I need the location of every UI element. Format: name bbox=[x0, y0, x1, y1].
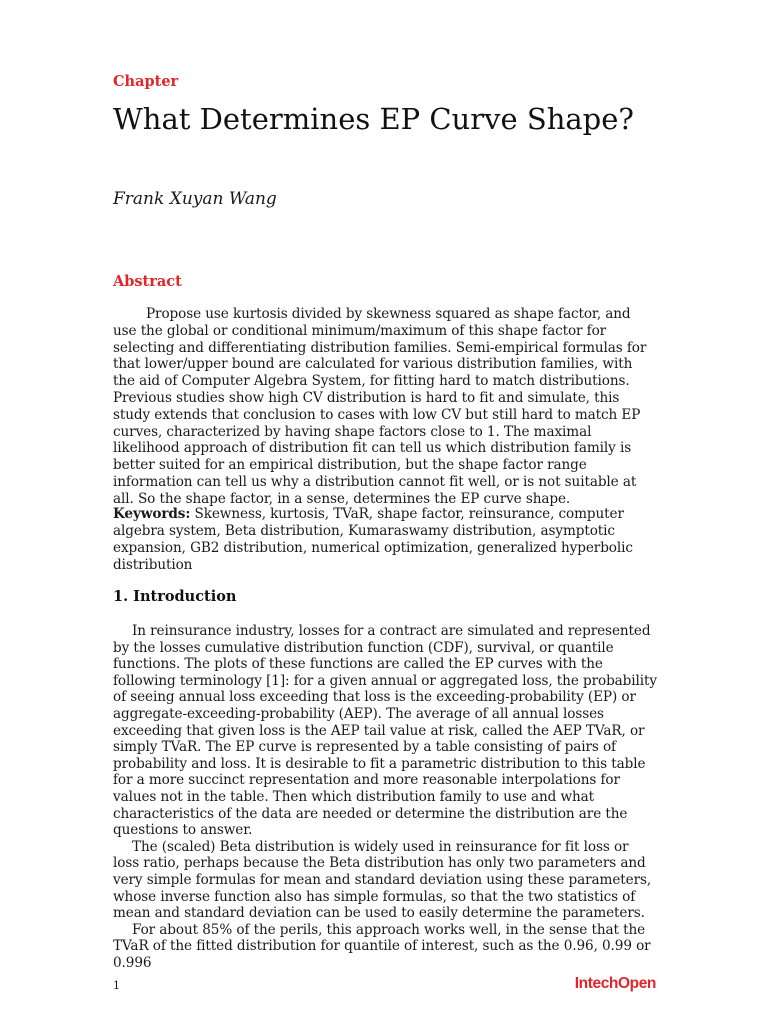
keywords-text: Skewness, kurtosis, TVaR, shape factor, reinsurance, computer algebra system, Beta distribution, Kumaraswamy distribution, asymptotic expansion, GB2 distribution, numerical optimization, generalized hyperbolic distribution bbox=[113, 506, 633, 573]
chapter-label: Chapter bbox=[113, 73, 179, 90]
section-heading-introduction: 1. Introduction bbox=[113, 588, 237, 605]
introduction-body bbox=[113, 623, 658, 971]
page-number: 1 bbox=[113, 979, 120, 992]
paragraph: For about 85% of the perils, this approach works well, in the sense that the TVaR of the fitted distribution for quantile of interest, such as the 0.96, 0.99 or 0.996 bbox=[113, 921, 651, 971]
chapter-title: What Determines EP Curve Shape? bbox=[113, 102, 634, 136]
paragraph: The (scaled) Beta distribution is widely used in reinsurance for fit loss or loss ratio, perhaps because the Beta distribution has only two parameters and very simple formulas for mean and standard deviation using these parameters, whose inverse function also has simple formulas, so that the two statistics of mean and standard deviation can be used to easily determine the parameters. bbox=[113, 838, 652, 922]
intechopen-logo: IntechOpen bbox=[574, 975, 656, 992]
page bbox=[113, 0, 658, 1024]
paragraph: In reinsurance industry, losses for a contract are simulated and represented by the losses cumulative distribution function (CDF), survival, or quantile functions. The plots of these functions are called the EP curves with the following terminology [1]: for a given annual or aggregated loss, the probability of seeing annual loss exceeding that loss is the exceeding-probability (EP) or aggregate-exceeding-probability (AEP). The average of all annual losses exceeding that given loss is the AEP tail value at risk, called the AEP TVaR, or simply TVaR. The EP curve is represented by a table consisting of pairs of probability and loss. It is desirable to fit a parametric distribution to this table for a more succinct representation and more reasonable interpolations for values not in the table. Then which distribution family to use and what characteristics of the data are needed or determine the distribution are the questions to answer. bbox=[113, 623, 657, 839]
abstract-heading: Abstract bbox=[113, 273, 182, 290]
keywords-label: Keywords: bbox=[113, 506, 191, 522]
keywords bbox=[113, 506, 658, 574]
author-name: Frank Xuyan Wang bbox=[113, 189, 277, 209]
abstract-text: Propose use kurtosis divided by skewness squared as shape factor, and use the global or conditional minimum/maximum of this shape factor for selecting and differentiating distribution families. Semi-empirical formulas for that lower/upper bound are calculated for various distribution families, with the aid of Computer Algebra System, for fitting hard to match distributions. Previous studies show high CV distribution is hard to fit and simulate, this study extends that conclusion to cases with low CV but still hard to match EP curves, characterized by having shape factors close to 1. The maximal likelihood approach of distribution fit can tell us which distribution family is better suited for an empirical distribution, but the shape factor range information can tell us why a distribution cannot fit well, or is not suitable at all. So the shape factor, in a sense, determines the EP curve shape. bbox=[113, 306, 647, 507]
